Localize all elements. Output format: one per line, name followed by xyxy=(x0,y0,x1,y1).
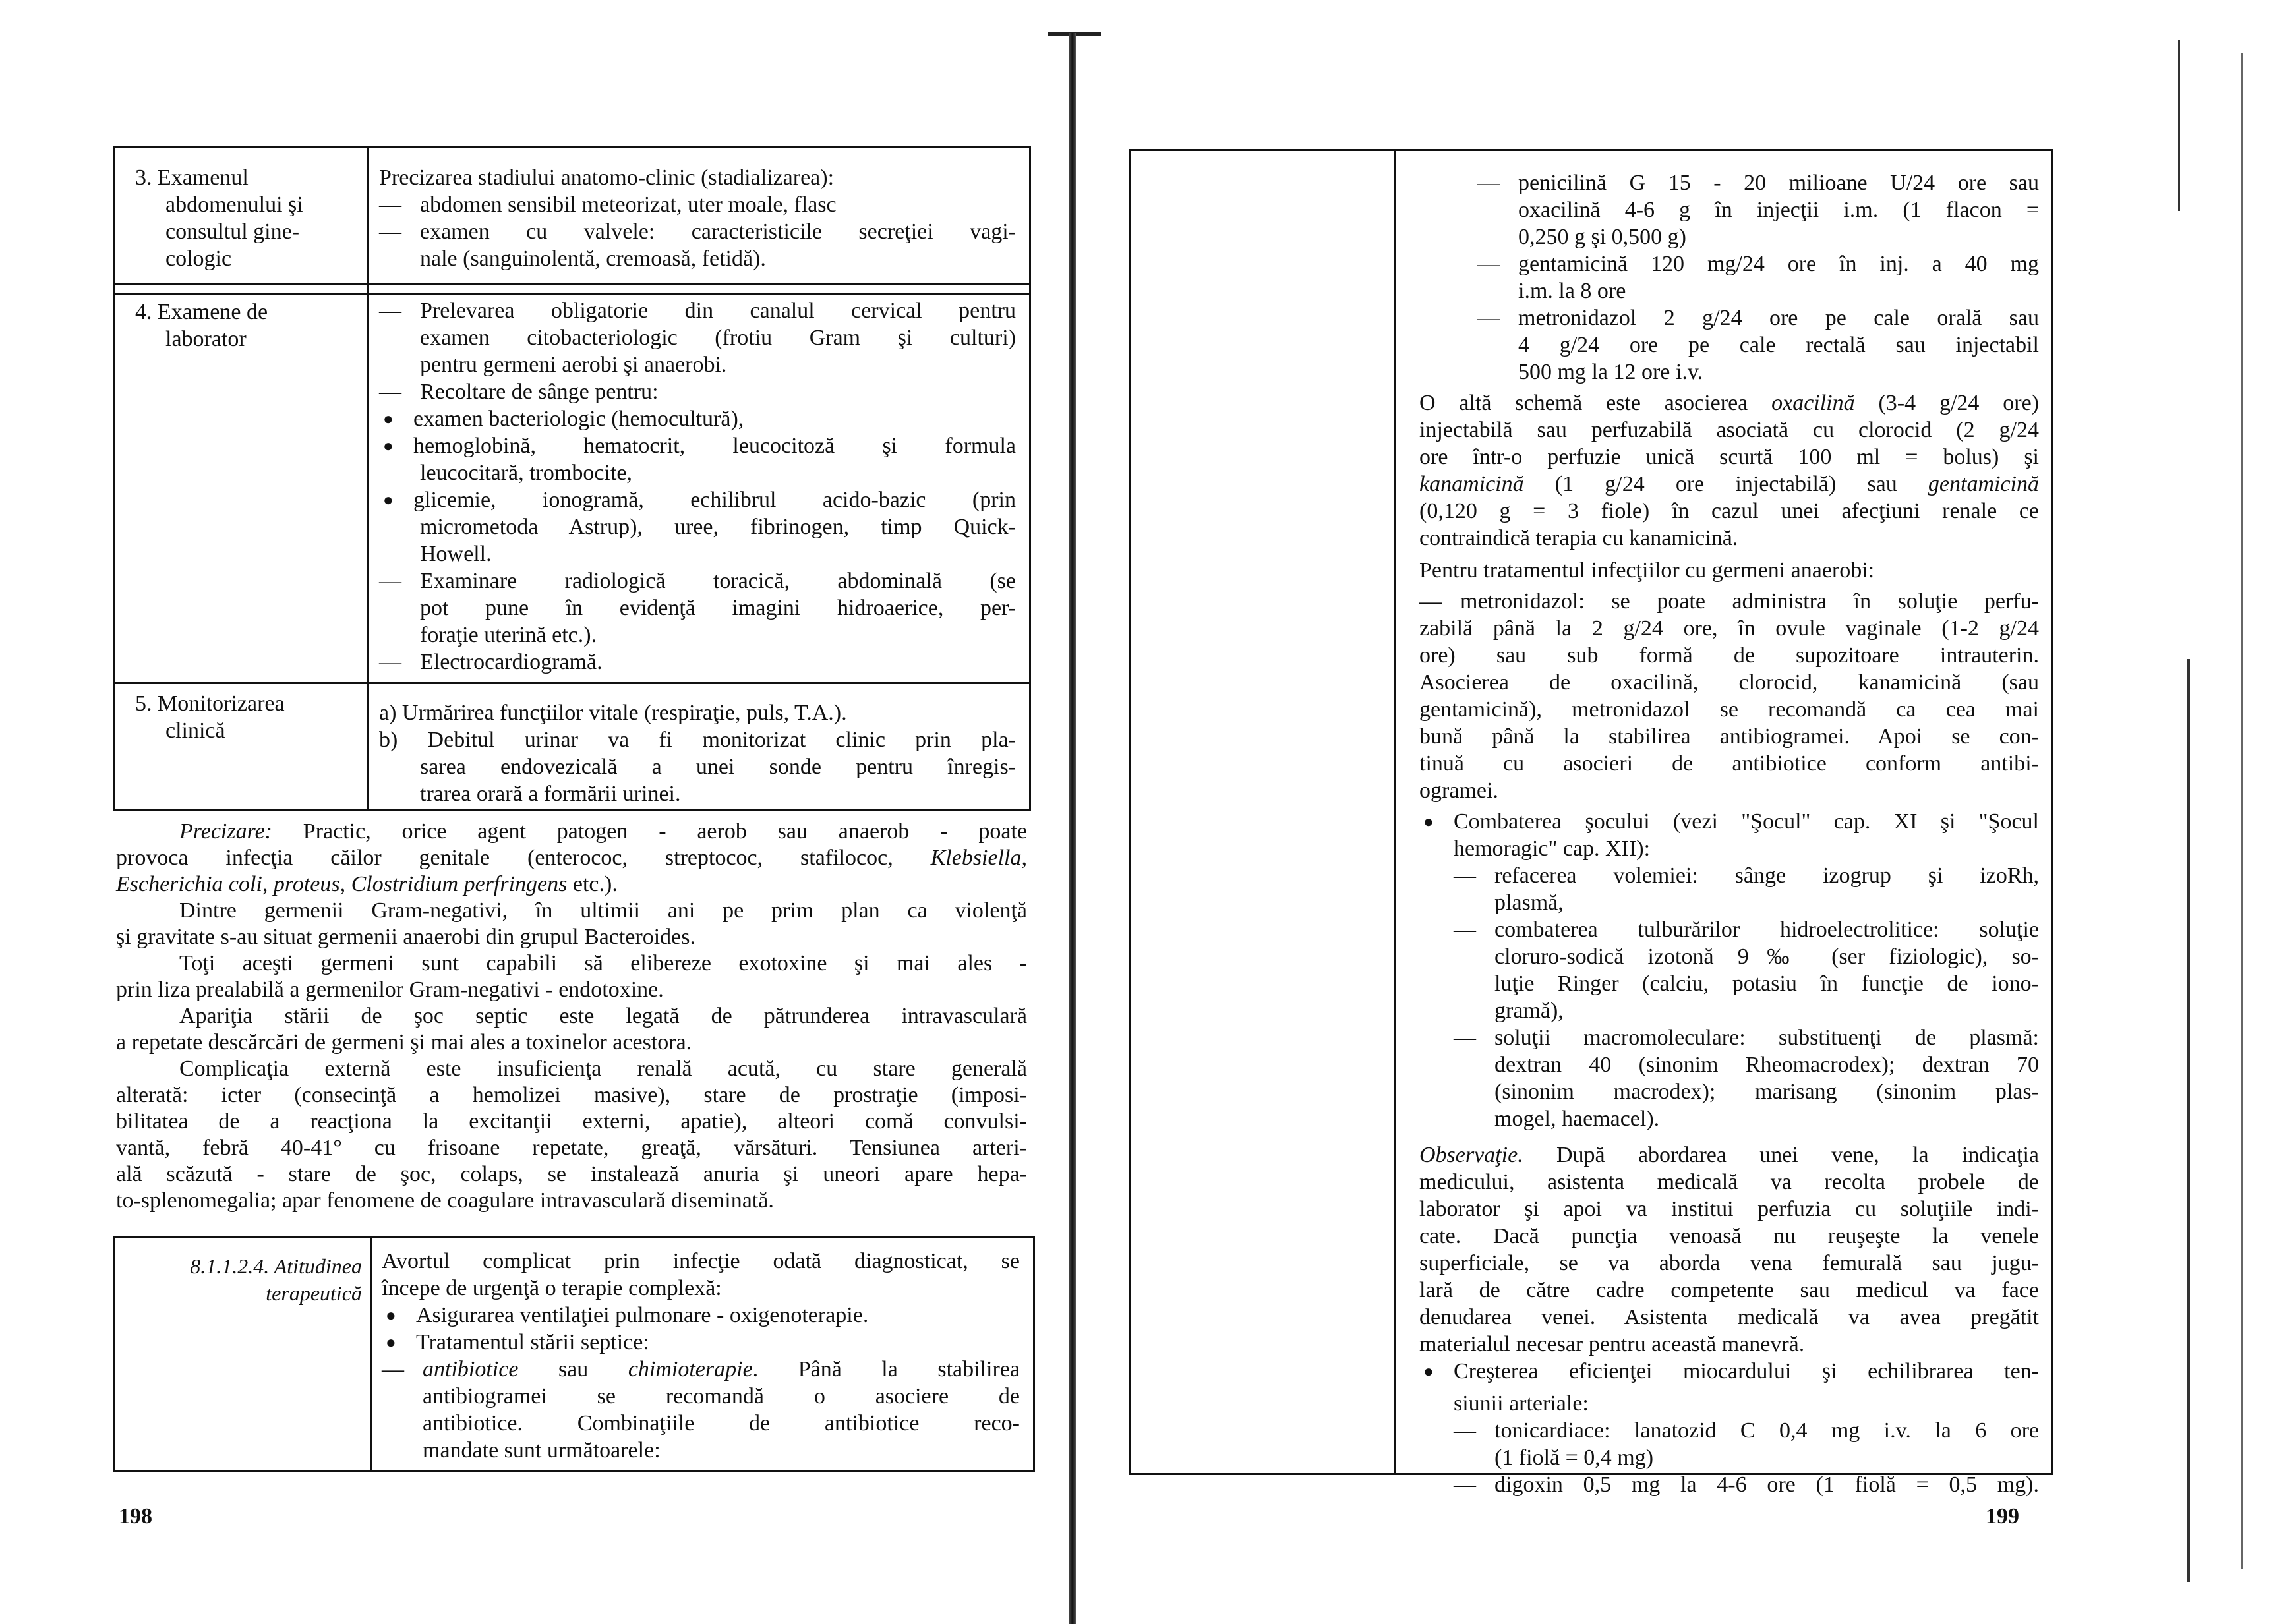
treatment-line: i.m. la 8 ore xyxy=(1518,279,1626,303)
text-run: a repetate descărcări de germeni şi mai ales a toxinelor acestora. xyxy=(116,1030,692,1055)
italic-term: Klebsiella, xyxy=(930,846,1027,870)
text-run: provoca infecţia căilor genitale (enterococ, streptococ, stafilococ, xyxy=(116,846,931,870)
italic-term: gentamicină xyxy=(1928,472,2039,496)
table-row-content xyxy=(379,297,1016,676)
paragraph-line xyxy=(116,819,1027,845)
dash-item: — Electrocardiogramă. xyxy=(379,649,1016,676)
table-label-line: consultul gine- xyxy=(165,219,300,244)
text-run: Practic, orice agent patogen - aerob sau anaerob - poate xyxy=(272,819,1027,844)
paragraph-line xyxy=(116,1161,1027,1188)
bullet-item: ● hemoglobină, hematocrit, leucocitoză şi formula xyxy=(379,432,1016,459)
treatment-line: 500 mg la 12 ore i.v. xyxy=(1518,360,1703,384)
dash-item: — gentamicină 120 mg/24 ore în inj. a 40 mg xyxy=(1477,250,2039,277)
treatment-line: ogramei. xyxy=(1419,778,1498,803)
treatment-line: laborator şi apoi va institui perfuzia cu soluţiile indi- xyxy=(1419,1197,2039,1221)
treatment-line: tinuă cu asocieri de antibiotice conform antibi- xyxy=(1419,751,2039,776)
paragraph-line xyxy=(116,924,1027,950)
bullet-item: ● Combaterea şocului (vezi "Şocul" cap. XI şi "Şocul xyxy=(1419,808,2039,835)
paragraph-line xyxy=(116,977,1027,1003)
table-text-line: Avortul complicat prin infecţie odată diagnosticat, se xyxy=(382,1249,1020,1273)
italic-term: chimioterapie xyxy=(628,1357,753,1381)
dash-item: — combaterea tulburărilor hidroelectrolitice: soluţie xyxy=(1454,916,2039,943)
paragraph-line xyxy=(116,871,1027,898)
table-text-line: sarea endovezicală a unei sonde pentru înregis- xyxy=(420,755,1016,779)
dash-item: — Prelevarea obligatorie din canalul cervical pentru xyxy=(379,297,1016,324)
text-run: (3-4 g/24 ore) xyxy=(1854,391,2039,415)
treatment-line: (sinonim macrodex); marisang (sinonim plas- xyxy=(1494,1080,2039,1104)
treatment-line: zabilă până la 2 g/24 ore, în ovule vaginale (1-2 g/24 xyxy=(1419,616,2039,641)
dash-item: — soluţii macromoleculare: substituenţi de plasmă: xyxy=(1454,1024,2039,1051)
table-text-line: Precizarea stadiului anatomo-clinic (stadializarea): xyxy=(379,165,835,190)
therapy-table xyxy=(113,1236,1035,1472)
treatment-line: Asocierea de oxacilină, clorocid, kanamicină (sau xyxy=(1419,670,2039,695)
treatment-line: Pentru tratamentul infecţiilor cu germeni anaerobi: xyxy=(1419,558,1875,583)
text-run: etc.). xyxy=(567,872,618,896)
text-run: ală scăzută - stare de şoc, colaps, se instalează anuria şi uneori apare hepa- xyxy=(116,1162,1027,1186)
treatment-line: gramă), xyxy=(1494,999,1564,1023)
table-label-line: clinică xyxy=(165,718,225,743)
treatment-line xyxy=(1419,1142,2039,1169)
paragraph-line xyxy=(116,1003,1027,1030)
paragraph-line xyxy=(116,1082,1027,1109)
paragraph-line xyxy=(116,898,1027,924)
italic-term: Escherichia coli, proteus, Clostridium perfringens xyxy=(116,872,568,896)
dash-item: — abdomen sensibil meteorizat, uter moale, flasc xyxy=(379,191,1016,218)
dash-item: — penicilină G 15 - 20 milioane U/24 ore sau xyxy=(1477,169,2039,196)
table-text-line: a) Urmărirea funcţiilor vitale (respiraţie, puls, T.A.). xyxy=(379,701,847,725)
table-row-label xyxy=(135,164,359,272)
text-run: sau xyxy=(518,1357,628,1381)
table-label-line: 3. Examenul xyxy=(135,165,249,190)
treatment-line: mogel, haemacel). xyxy=(1494,1107,1660,1131)
text-run: (1 g/24 ore injectabilă) sau xyxy=(1523,472,1928,496)
treatment-line: oxacilină 4-6 g în injecţii i.m. (1 flacon = xyxy=(1518,198,2039,222)
treatment-line xyxy=(1419,471,2039,498)
right-page xyxy=(1081,0,2273,1624)
table-text-line: examen citobacteriologic (frotiu Gram şi culturi) xyxy=(420,326,1016,350)
paragraph-line xyxy=(116,1109,1027,1135)
text-run: După abordarea unei vene, la indicaţia xyxy=(1523,1143,2039,1167)
page-number: 198 xyxy=(119,1504,152,1528)
treatment-line: (0,120 g = 3 fiole) în cazul unei afecţiuni renale ce xyxy=(1419,499,2039,523)
dash-item: — tonicardiace: lanatozid C 0,4 mg i.v. la 6 ore xyxy=(1454,1417,2039,1444)
treatment-line: contraindică terapia cu kanamicină. xyxy=(1419,526,1738,550)
table-text-line: foraţie uterină etc.). xyxy=(420,623,597,647)
dash-item: — metronidazol 2 g/24 ore pe cale orală sau xyxy=(1477,304,2039,332)
italic-term: antibiotice xyxy=(423,1357,519,1381)
text-run: Apariţia stării de şoc septic este legată de pătrunderea intravasculară xyxy=(179,1004,1027,1028)
table-label-line: cologic xyxy=(165,246,232,271)
treatment-line: ore) sau sub formă de supozitoare intrauterin. xyxy=(1419,643,2039,668)
table-label-line: 5. Monitorizarea xyxy=(135,691,285,716)
dash-item: — digoxin 0,5 mg la 4-6 ore (1 fiolă = 0,5 mg). xyxy=(1454,1471,2039,1498)
text-run: Dintre germenii Gram-negativi, în ultimii ani pe prim plan ca violenţă xyxy=(179,898,1027,923)
text-run: bilitatea de a reacţiona la excitanţii externi, apatie), alteori comă convulsi- xyxy=(116,1109,1027,1134)
table-text-line: Howell. xyxy=(420,542,492,566)
table-text-line: antibiogramei se recomandă o asociere de xyxy=(423,1384,1020,1408)
text-run: Complicaţia externă este insuficienţa renală acută, cu stare generală xyxy=(179,1057,1027,1081)
treatment-line: luţie Ringer (calciu, potasiu în funcţie de iono- xyxy=(1494,972,2039,996)
treatment-line: 4 g/24 ore pe cale rectală sau injectabil xyxy=(1518,333,2039,357)
dash-item xyxy=(382,1356,1020,1383)
table-row-content xyxy=(379,164,1016,272)
treatment-line: hemoragic" cap. XII): xyxy=(1454,836,1651,861)
table-row-label xyxy=(135,299,359,353)
table-label-line: 8.1.1.2.4. Atitudinea xyxy=(190,1254,362,1278)
treatment-line: dextran 40 (sinonim Rheomacrodex); dextran 70 xyxy=(1494,1053,2039,1077)
text-run: . Până la stabilirea xyxy=(752,1357,1020,1381)
treatment-line: siunii arteriale: xyxy=(1454,1391,1589,1416)
table-text-line: b) Debitul urinar va fi monitorizat clinic prin pla- xyxy=(379,728,1016,752)
paragraph-line xyxy=(116,845,1027,871)
treatment-line: 0,250 g şi 0,500 g) xyxy=(1518,225,1686,249)
treatment-content xyxy=(1419,169,2039,1498)
treatment-line: ore într-o perfuzie unică scurtă 100 ml = bolus) şi xyxy=(1419,445,2039,469)
table-row-content xyxy=(379,699,1016,807)
table-section-content xyxy=(382,1248,1020,1464)
table-text-line: trarea orară a formării urinei. xyxy=(420,782,681,806)
bullet-item: ● Creşterea eficienţei miocardului şi echilibrarea ten- xyxy=(1419,1358,2039,1385)
treatment-line: denudarea venei. Asistenta medicală va avea pregătit xyxy=(1419,1305,2039,1329)
text-run: vantă, febră 40-41° cu frisoane repetate, greaţă, vărsături. Tensiunea arteri- xyxy=(116,1136,1027,1160)
table-label-line: laborator xyxy=(165,327,247,351)
bullet-item: ● glicemie, ionogramă, echilibrul acido-bazic (prin xyxy=(379,486,1016,513)
text-run: O altă schemă este asocierea xyxy=(1419,391,1772,415)
table-section-label xyxy=(131,1253,362,1307)
italic-term: oxacilină xyxy=(1771,391,1855,415)
table-text-line: pot pune în evidenţă imagini hidroaerice, per- xyxy=(420,596,1016,620)
text-run: to-splenomegalia; apar fenomene de coagulare intravasculară diseminată. xyxy=(116,1188,774,1213)
table-text-line: începe de urgenţă o terapie complexă: xyxy=(382,1276,722,1300)
paragraph-line xyxy=(116,1056,1027,1082)
treatment-line xyxy=(1419,390,2039,417)
table-label-line: abdomenului şi xyxy=(165,192,303,217)
dash-item: — metronidazol: se poate administra în soluţie perfu- xyxy=(1419,588,2039,615)
dash-item: — refacerea volemiei: sânge izogrup şi izoRh, xyxy=(1454,862,2039,889)
bullet-item: ● Tratamentul stării septice: xyxy=(382,1329,1020,1356)
bullet-item: ● Asigurarea ventilaţiei pulmonare - oxigenoterapie. xyxy=(382,1302,1020,1329)
treatment-line: plasmă, xyxy=(1494,890,1564,915)
dash-item: — examen cu valvele: caracteristicile secreţiei vagi- xyxy=(379,218,1016,245)
text-run: Toţi aceşti germeni sunt capabili să elibereze exotoxine şi mai ales - xyxy=(179,951,1027,975)
page-number: 199 xyxy=(1986,1504,2019,1528)
table-text-line: leucocitară, trombocite, xyxy=(420,461,632,485)
treatment-line: medicului, asistenta medicală va recolta probele de xyxy=(1419,1170,2039,1194)
treatment-line: materialul necesar pentru această manevră. xyxy=(1419,1332,1805,1356)
text-run: alterată: icter (consecinţă a hemolizei masive), stare de prostraţie (imposi- xyxy=(116,1083,1027,1107)
treatment-line: injectabilă sau perfuzabilă asociată cu clorocid (2 g/24 xyxy=(1419,418,2039,442)
paragraph-line xyxy=(116,950,1027,977)
table-label-line: terapeutică xyxy=(266,1281,362,1305)
treatment-table xyxy=(1129,149,2053,1497)
body-text xyxy=(116,819,1027,1214)
dash-item: — Recoltare de sânge pentru: xyxy=(379,378,1016,405)
table-label-line: 4. Examene de xyxy=(135,300,268,324)
table-text-line: nale (sanguinolentă, cremoasă, fetidă). xyxy=(420,246,766,271)
dash-item: — Examinare radiologică toracică, abdominală (se xyxy=(379,567,1016,594)
treatment-line: superficiale, se va aborda vena femurală sau jugu- xyxy=(1419,1251,2039,1275)
treatment-line: gentamicină), metronidazol se recomandă ca cea mai xyxy=(1419,697,2039,722)
table-text-line: micrometoda Astrup), uree, fibrinogen, timp Quick- xyxy=(420,515,1016,539)
paragraph-line xyxy=(116,1135,1027,1161)
paragraph-line xyxy=(116,1188,1027,1214)
italic-term: kanamicină xyxy=(1419,472,1524,496)
italic-term: Observaţie. xyxy=(1419,1143,1523,1167)
bullet-item: ● examen bacteriologic (hemocultură), xyxy=(379,405,1016,432)
treatment-line: lară de către cadre competente sau medicul va face xyxy=(1419,1278,2039,1302)
table-row-label xyxy=(135,690,359,744)
left-page xyxy=(0,0,1075,1624)
table-text-line: antibiotice. Combinaţiile de antibiotice reco- xyxy=(423,1411,1020,1436)
text-run: prin liza prealabilă a germenilor Gram-negativi - endotoxine. xyxy=(116,977,664,1002)
treatment-line: bună până la stabilirea antibiogramei. Apoi se con- xyxy=(1419,724,2039,749)
paragraph-line xyxy=(116,1030,1027,1056)
italic-term: Precizare: xyxy=(179,819,272,844)
text-run: şi gravitate s-au situat germenii anaerobi din grupul Bacteroides. xyxy=(116,925,696,949)
treatment-line: cloruro-sodică izotonă 9‰ (ser fiziologic), so- xyxy=(1494,944,2039,969)
examination-table xyxy=(113,146,1031,811)
treatment-line: cate. Dacă puncţia venoasă nu reuşeşte la venele xyxy=(1419,1224,2039,1248)
table-text-line: mandate sunt următoarele: xyxy=(423,1438,661,1463)
table-text-line: pentru germeni aerobi şi anaerobi. xyxy=(420,353,727,377)
treatment-line: (1 fiolă = 0,4 mg) xyxy=(1494,1445,1654,1470)
